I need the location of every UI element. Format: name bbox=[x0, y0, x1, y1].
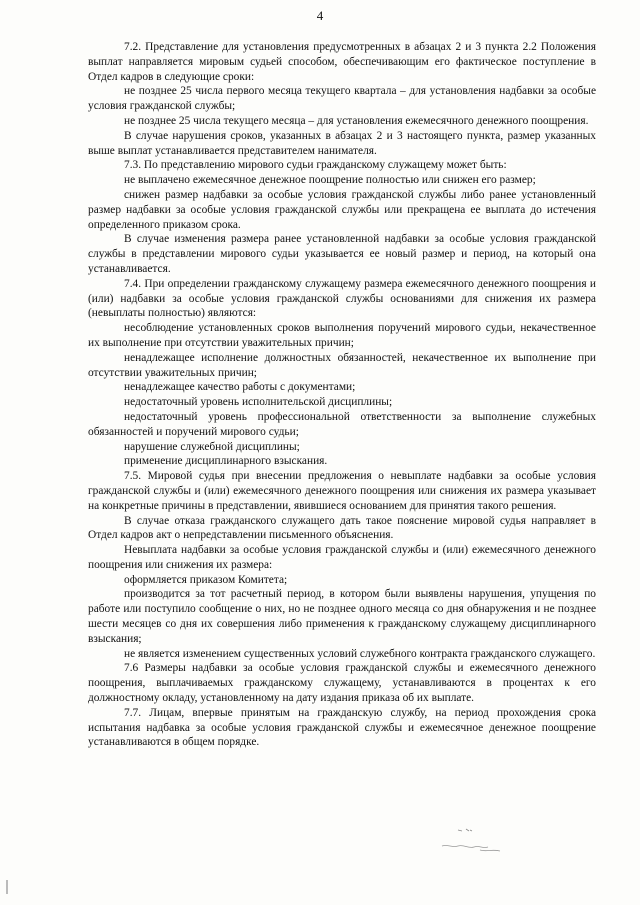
paragraph-7-6: 7.6 Размеры надбавки за особые условия гражданской службы и ежемесячного денежного поощрения, выплачиваемых гражданскому служащему, устанавливаются в процентах к его должностному окладу, установленному на дату издания приказа об их выплате. bbox=[88, 662, 596, 705]
paragraph: В случае изменения размера ранее установленной надбавки за особые условия гражданской службы в представлении мирового судьи указывается ее новый размер и период, на который она устанавливается. bbox=[88, 233, 596, 275]
paragraph: оформляется приказом Комитета; bbox=[124, 573, 288, 586]
paragraph: производится за тот расчетный период, в котором были выявлены нарушения, упущения по работе или поступило сообщение о них, но не позднее одного месяца со дня обнаружения и не позднее шести месяцев со дня их совершения либо применения к гражданскому служащему дисциплинарного взыскания; bbox=[88, 588, 596, 645]
document-body bbox=[88, 40, 596, 750]
paragraph: В случае отказа гражданского служащего дать такое пояснение мировой судья направляет в Отдел кадров акт о непредставлении письменного объяснения. bbox=[88, 514, 596, 542]
scan-edge-mark bbox=[6, 880, 8, 894]
paragraph: не позднее 25 числа текущего месяца – для установления ежемесячного денежного поощрения. bbox=[124, 114, 589, 127]
paragraph: не выплачено ежемесячное денежное поощрение полностью или снижен его размер; bbox=[124, 174, 536, 187]
paragraph: не является изменением существенных условий служебного контракта гражданского служащего. bbox=[124, 647, 596, 660]
paragraph: недостаточный уровень профессиональной ответственности за выполнение служебных обязанностей и поручений мирового судьи; bbox=[88, 410, 596, 438]
paragraph: применение дисциплинарного взыскания. bbox=[124, 455, 328, 468]
paragraph-7-7: 7.7. Лицам, впервые принятым на гражданскую службу, на период прохождения срока испытания надбавка за особые условия гражданской службы и ежемесячное денежное поощрение устанавливаются в общем порядке. bbox=[88, 706, 596, 749]
paragraph-7-4: 7.4. При определении гражданскому служащему размера ежемесячного денежного поощрения и (или) надбавки за особые условия гражданской службы основаниями для снижения их размера (невыплаты полностью) являются: bbox=[88, 277, 596, 320]
page-number: 4 bbox=[316, 8, 324, 23]
paragraph: нарушение служебной дисциплины; bbox=[124, 440, 300, 453]
handwritten-mark bbox=[436, 824, 516, 864]
paragraph: несоблюдение установленных сроков выполнения поручений мирового судьи, некачественное их выполнение при отсутствии уважительных причин; bbox=[88, 322, 596, 349]
paragraph: недостаточный уровень исполнительской дисциплины; bbox=[124, 396, 393, 409]
paragraph-7-3: 7.3. По представлению мирового судьи гражданскому служащему может быть: bbox=[124, 159, 507, 172]
paragraph: не позднее 25 числа первого месяца текущего квартала – для установления надбавки за особые условия гражданской службы; bbox=[88, 85, 596, 113]
paragraph-7-2: 7.2. Представление для установления предусмотренных в абзацах 2 и 3 пункта 2.2 Положения выплат направляется мировым судьей способом, обеспечивающим его фактическое поступление в Отдел кадров в следующие сроки: bbox=[88, 41, 596, 83]
paragraph: ненадлежащее исполнение должностных обязанностей, некачественное их выполнение при отсутствии уважительных причин; bbox=[88, 351, 596, 379]
paragraph: В случае нарушения сроков, указанных в абзацах 2 и 3 настоящего пункта, размер указанных выше выплат устанавливается представителем нанимателя. bbox=[88, 129, 596, 157]
paragraph: снижен размер надбавки за особые условия гражданской службы либо ранее установленный размер надбавки за особые условия гражданской службы или прекращена ее выплата до истечения определенного приказом срока. bbox=[88, 188, 596, 231]
paragraph: Невыплата надбавки за особые условия гражданской службы и (или) ежемесячного денежного поощрения или снижения их размера: bbox=[88, 544, 596, 571]
paragraph-7-5: 7.5. Мировой судья при внесении предложения о невыплате надбавки за особые условия гражданской службы и (или) ежемесячного денежного поощрения или снижения их размера указывает на конкретные причины в представлении, явившиеся основанием для принятия такого решения. bbox=[88, 470, 596, 512]
paragraph: ненадлежащее качество работы с документами; bbox=[124, 381, 356, 394]
